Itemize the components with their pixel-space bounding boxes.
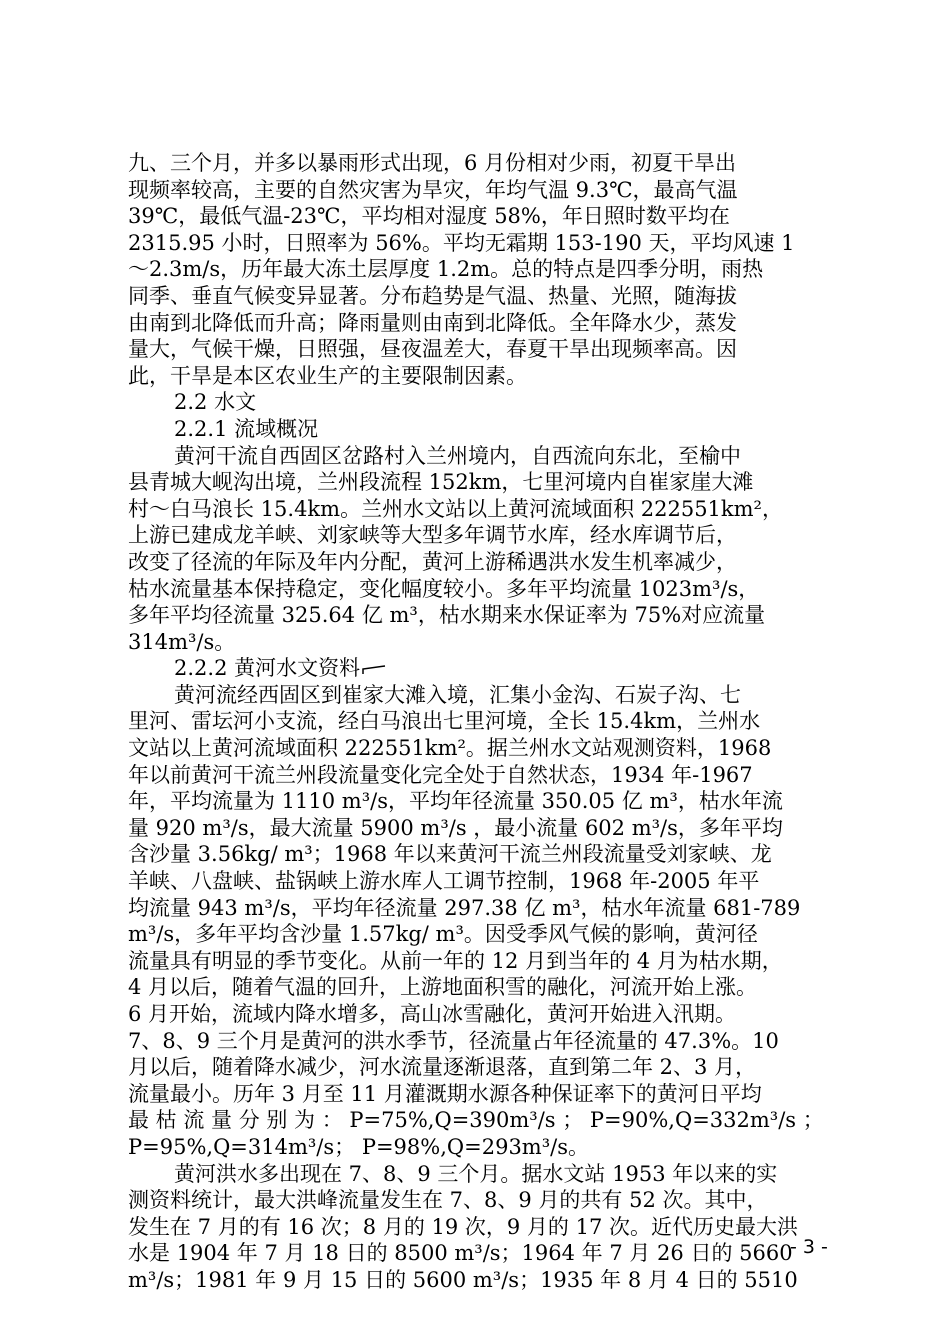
text-line: 含沙量 3.56kg/ m³；1968 年以来黄河干流兰州段流量受刘家峡、龙 — [128, 842, 772, 867]
text-line: 水是 1904 年 7 月 18 日的 8500 m³/s；1964 年 7 月 26 日的 5660 — [128, 1241, 793, 1266]
text-line: 村～白马浪长 15.4km。兰州水文站以上黄河流域面积 222551km²， — [128, 496, 783, 521]
text-line: 量大，气候干燥，日照强，昼夜温差大，春夏干旱出现频率高。因 — [128, 337, 737, 362]
text-line: 量 920 m³/s，最大流量 5900 m³/s ，最小流量 602 m³/s，多年平均 — [128, 815, 783, 840]
text-line: 现频率较高，主要的自然灾害为旱灾，年均气温 9.3℃，最高气温 — [128, 177, 738, 202]
subsection-heading-line — [128, 655, 836, 682]
text-line: 羊峡、八盘峡、盐锅峡上游水库人工调节控制，1968 年-2005 年平 — [128, 869, 760, 894]
text-line: 里河、雷坛河小支流，经白马浪出七里河境，全长 15.4km，兰州水 — [128, 709, 761, 734]
text-line: 2315.95 小时，日照率为 56%。平均无霜期 153-190 天，平均风速 1 — [128, 230, 795, 255]
text-line: P=95%,Q=314m³/s； P=98%,Q=293m³/s。 — [128, 1134, 589, 1159]
text-line: 314m³/s。 — [128, 629, 236, 654]
text-line: 上游已建成龙羊峡、刘家峡等大型多年调节水库，经水库调节后， — [128, 523, 737, 548]
text-line: 6 月开始，流域内降水增多，高山冰雪融化，黄河开始进入汛期。 — [128, 1002, 737, 1026]
text-line: 均流量 943 m³/s，平均年径流量 297.38 亿 m³，枯水年流量 681-789 — [128, 895, 801, 920]
text-line: 流量具有明显的季节变化。从前一年的 12 月到当年的 4 月为枯水期， — [128, 948, 783, 973]
text-line: 此，干旱是本区农业生产的主要限制因素。 — [128, 363, 527, 388]
text-line: 发生在 7 月的有 16 次；8 月的 19 次，9 月的 17 次。近代历史最大洪 — [128, 1214, 798, 1239]
text-line: 黄河洪水多出现在 7、8、9 三个月。据水文站 1953 年以来的实 — [174, 1161, 778, 1186]
text-line: m³/s；1981 年 9 月 15 日的 5600 m³/s；1935 年 8 月 4 日的 5510 — [128, 1267, 798, 1292]
subsection-heading: 2.2.2 黄河水文资料 — [174, 656, 361, 681]
page-number: - 3 - — [790, 1236, 828, 1258]
body-text — [128, 150, 836, 1294]
text-line: 黄河干流自西固区岔路村入兰州境内，自西流向东北，至榆中 — [174, 443, 741, 468]
text-line: ～2.3m/s，历年最大冻土层厚度 1.2m。总的特点是四季分明，雨热 — [128, 257, 764, 282]
text-line: m³/s，多年平均含沙量 1.57kg/ m³。因受季风气候的影响，黄河径 — [128, 922, 758, 947]
text-line: 月以后，随着降水减少，河水流量逐渐退落，直到第二年 2、3 月， — [128, 1055, 757, 1080]
text-line: 黄河流经西固区到崔家大滩入境，汇集小金沟、石炭子沟、七 — [174, 682, 741, 707]
text-line: 7、8、9 三个月是黄河的洪水季节，径流量占年径流量的 47.3%。10 — [128, 1028, 779, 1053]
text-line: 4 月以后，随着气温的回升，上游地面积雪的融化，河流开始上涨。 — [128, 975, 758, 1000]
text-line: 测资料统计，最大洪峰流量发生在 7、8、9 月的共有 52 次。其中， — [128, 1188, 768, 1213]
text-line: 年以前黄河干流兰州段流量变化完全处于自然状态，1934 年-1967 — [128, 762, 753, 787]
subsection-heading: 2.2.1 流域概况 — [174, 416, 319, 441]
text-line: 同季、垂直气候变异显著。分布趋势是气温、热量、光照，随海拔 — [128, 283, 737, 308]
text-line: 39℃，最低气温-23℃，平均相对湿度 58%，年日照时数平均在 — [128, 204, 730, 229]
text-line: 最 枯 流 量 分 别 为 ： P=75%,Q=390m³/s ； P=90%,Q=332m³/s ； — [128, 1108, 824, 1133]
text-line: 多年平均径流量 325.64 亿 m³，枯水期来水保证率为 75%对应流量 — [128, 603, 766, 628]
edit-mark-icon — [362, 665, 386, 675]
text-line: 流量最小。历年 3 月至 11 月灌溉期水源各种保证率下的黄河日平均 — [128, 1081, 762, 1106]
text-line: 文站以上黄河流域面积 222551km²。据兰州水文站观测资料，1968 — [128, 736, 772, 761]
text-line: 由南到北降低而升高；降雨量则由南到北降低。全年降水少，蒸发 — [128, 310, 737, 335]
text-line: 县青城大岘沟出境，兰州段流程 152km，七里河境内自崔家崖大滩 — [128, 470, 754, 495]
text-line: 九、三个月，并多以暴雨形式出现，6 月份相对少雨，初夏干旱出 — [128, 151, 737, 175]
text-line: 枯水流量基本保持稳定，变化幅度较小。多年平均流量 1023m³/s， — [128, 576, 760, 601]
text-line: 改变了径流的年际及年内分配，黄河上游稀遇洪水发生机率减少， — [128, 549, 737, 574]
section-heading: 2.2 水文 — [174, 390, 257, 415]
text-line: 年，平均流量为 1110 m³/s，平均年径流量 350.05 亿 m³，枯水年流 — [128, 789, 783, 814]
